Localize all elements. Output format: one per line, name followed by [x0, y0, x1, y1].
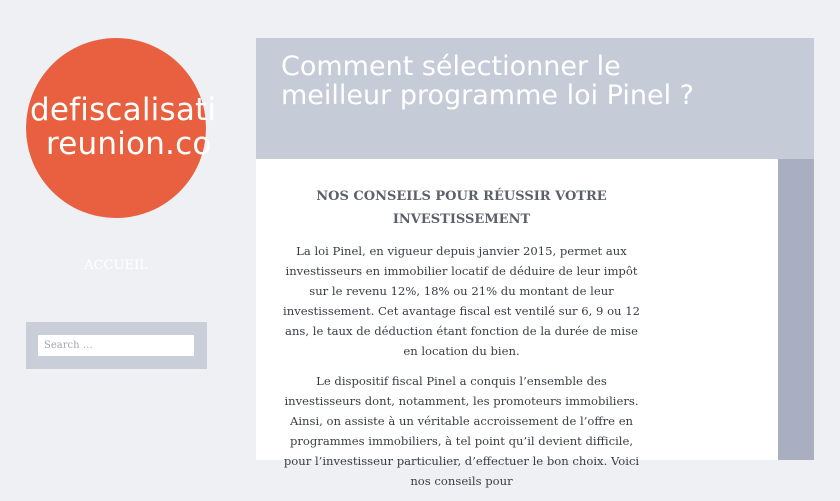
logo-text-line1: defiscalisati — [30, 92, 217, 128]
article-header — [256, 38, 814, 159]
article-subheading: NOS CONSEILS POUR RÉUSSIR VOTRE INVESTISSEMENT — [316, 189, 607, 227]
logo-text-line2: reunion.co — [46, 126, 212, 162]
site-logo[interactable] — [26, 38, 217, 218]
article-content — [256, 159, 778, 488]
page-title: Comment sélectionner le meilleur programme loi Pinel ? — [281, 51, 695, 111]
article-paragraph-2: Le dispositif fiscal Pinel a conquis l’ensemble des investisseurs dont, notamment, les promoteurs immobiliers. Ainsi, on assiste à un véritable accroissement de l’offre en programmes immobiliers, à tel point qu’il devient difficile, pour l’investisseur particulier, d’effectuer le bon choix. Voici nos conseils pour — [283, 374, 640, 488]
search-input[interactable] — [38, 335, 194, 356]
search-widget — [26, 322, 207, 369]
article-paragraph-1: La loi Pinel, en vigueur depuis janvier 2015, permet aux investisseurs en immobilier locatif de déduire de leur impôt sur le revenu 12%, 18% ou 21% du montant de leur investissement. Cet avantage fiscal est ventilé sur 6, 9 ou 12 ans, le taux de déduction étant fonction de la durée de mise en location du bien. — [283, 244, 640, 358]
nav-link-accueil[interactable]: ACCUEIL — [84, 258, 148, 273]
